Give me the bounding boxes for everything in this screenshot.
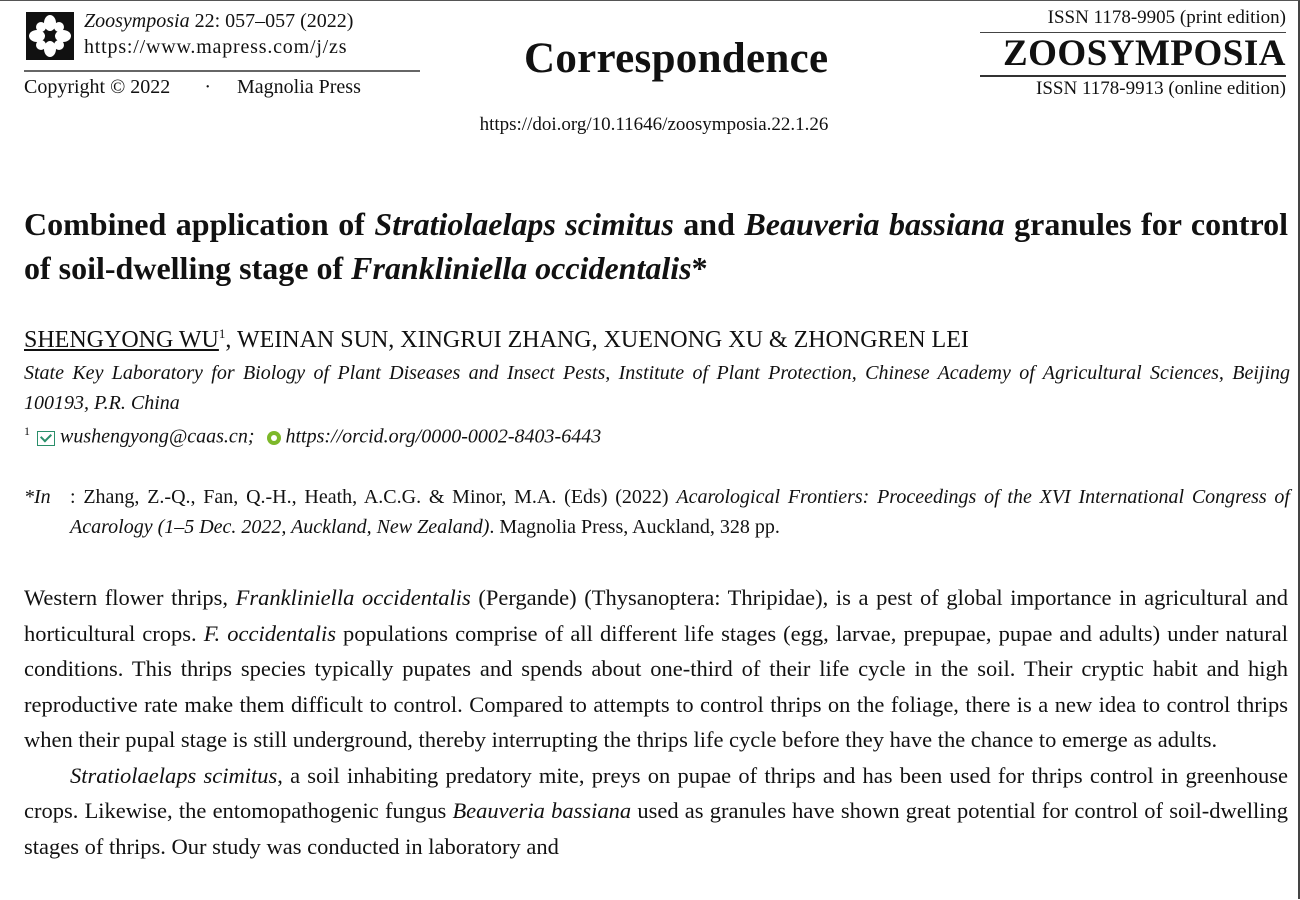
species-name: Stratiolaelaps scimitus bbox=[70, 762, 278, 788]
author-contact bbox=[24, 418, 601, 450]
note-text: : Zhang, Z.-Q., Fan, Q.-H., Heath, A.C.G. & Minor, M.A. (Eds) (2022) bbox=[70, 486, 677, 508]
body-text: , a soil inhabiting predatory mite, preys on pupae of thrips and has been used for thrips control in greenhouse crops. Likewise, the entomopathogenic fungus bbox=[24, 762, 1288, 823]
proceedings-note bbox=[24, 482, 1290, 542]
footnote-marker: *In bbox=[24, 486, 51, 508]
author-list bbox=[24, 326, 969, 354]
journal-logo bbox=[26, 12, 74, 60]
section-label: Correspondence bbox=[524, 35, 829, 82]
body-paragraph bbox=[24, 580, 1288, 758]
orcid-link[interactable]: https://orcid.org/0000-0002-8403-6443 bbox=[285, 425, 602, 448]
issn-block bbox=[980, 6, 1286, 101]
journal-brand: ZOOSYMPOSIA bbox=[980, 33, 1286, 77]
journal-url-link[interactable]: https://www.mapress.com/j/zs bbox=[84, 36, 348, 58]
article-title bbox=[24, 202, 1288, 290]
body-text: (Pergande) (Thysanoptera: Thripidae), is a pest of global importance in agricultural and horticultural crops. bbox=[24, 585, 1288, 646]
book-title: Acarological Frontiers: Proceedings of the XVI International Congress of Acarology (1–5 Dec. 2022, Auckland, New Zealand) bbox=[70, 486, 1290, 538]
header-divider bbox=[24, 70, 420, 72]
issn-print: ISSN 1178-9905 (print edition) bbox=[980, 6, 1286, 33]
copyright-separator: · bbox=[204, 76, 211, 98]
other-authors: , WEINAN SUN, XINGRUI ZHANG, XUENONG XU & ZHONGREN LEI bbox=[225, 327, 969, 353]
doi-link[interactable]: https://doi.org/10.11646/zoosymposia.22.1.26 bbox=[479, 114, 829, 135]
publisher-name: Magnolia Press bbox=[236, 76, 361, 98]
issn-online: ISSN 1178-9913 (online edition) bbox=[1036, 78, 1286, 99]
copyright-text: Copyright © 2022 bbox=[24, 76, 171, 98]
proceedings-citation bbox=[70, 482, 1290, 542]
title-text: Combined application of bbox=[24, 206, 375, 242]
journal-info bbox=[84, 8, 353, 60]
title-text: granules for control of soil-dwelling stage of bbox=[24, 206, 1289, 286]
title-species: Stratiolaelaps scimitus bbox=[374, 206, 674, 242]
article-body bbox=[24, 580, 1288, 864]
email-icon bbox=[37, 431, 55, 446]
email-link[interactable]: wushengyong@caas.cn; bbox=[60, 425, 255, 448]
journal-name: Zoosymposia bbox=[84, 10, 190, 32]
species-name: Frankliniella occidentalis bbox=[235, 585, 471, 610]
species-name: Beauveria bassiana bbox=[452, 798, 632, 823]
flower-logo-icon bbox=[26, 12, 74, 60]
title-species: Frankliniella occidentalis bbox=[351, 250, 692, 286]
title-species: Beauveria bassiana bbox=[744, 206, 1005, 242]
title-footnote-mark: * bbox=[691, 250, 708, 286]
body-text: populations comprise of all different life stages (egg, larvae, prepupae, pupae and adults) under natural conditions. This thrips species typically pupates and spends about one-third of their life cycle in the soil. Their cryptic habit and high reproductive rate make them difficult to control. Compared to attempts to control thrips on the foliage, there is a new idea to control thrips when their pupal stage is still underground, thereby interrupting the thrips life cycle before they have the chance to emerge as adults. bbox=[24, 620, 1288, 752]
title-text: and bbox=[673, 206, 745, 242]
journal-volume-pages: 22: 057–057 (2022) bbox=[189, 10, 354, 32]
copyright-line bbox=[24, 76, 361, 99]
journal-citation bbox=[84, 8, 353, 34]
body-paragraph bbox=[24, 758, 1288, 865]
body-text: used as granules have shown great potential for control of soil-dwelling stages of thrips. Our study was conducted in laboratory and bbox=[24, 798, 1288, 859]
orcid-icon bbox=[267, 431, 281, 445]
body-text: Western flower thrips, bbox=[24, 585, 236, 610]
lead-author[interactable]: SHENGYONG WU bbox=[24, 327, 219, 353]
species-name: F. occidentalis bbox=[203, 620, 336, 646]
note-text: . Magnolia Press, Auckland, 328 pp. bbox=[489, 516, 780, 538]
author-affiliation: State Key Laboratory for Biology of Plant Diseases and Insect Pests, Institute of Plant Protection, Chinese Academy of Agricultural Sciences, Beijing 100193, P.R. China bbox=[24, 362, 1290, 414]
contact-mark: 1 bbox=[24, 424, 30, 438]
author-affiliation-mark: 1 bbox=[218, 326, 226, 341]
